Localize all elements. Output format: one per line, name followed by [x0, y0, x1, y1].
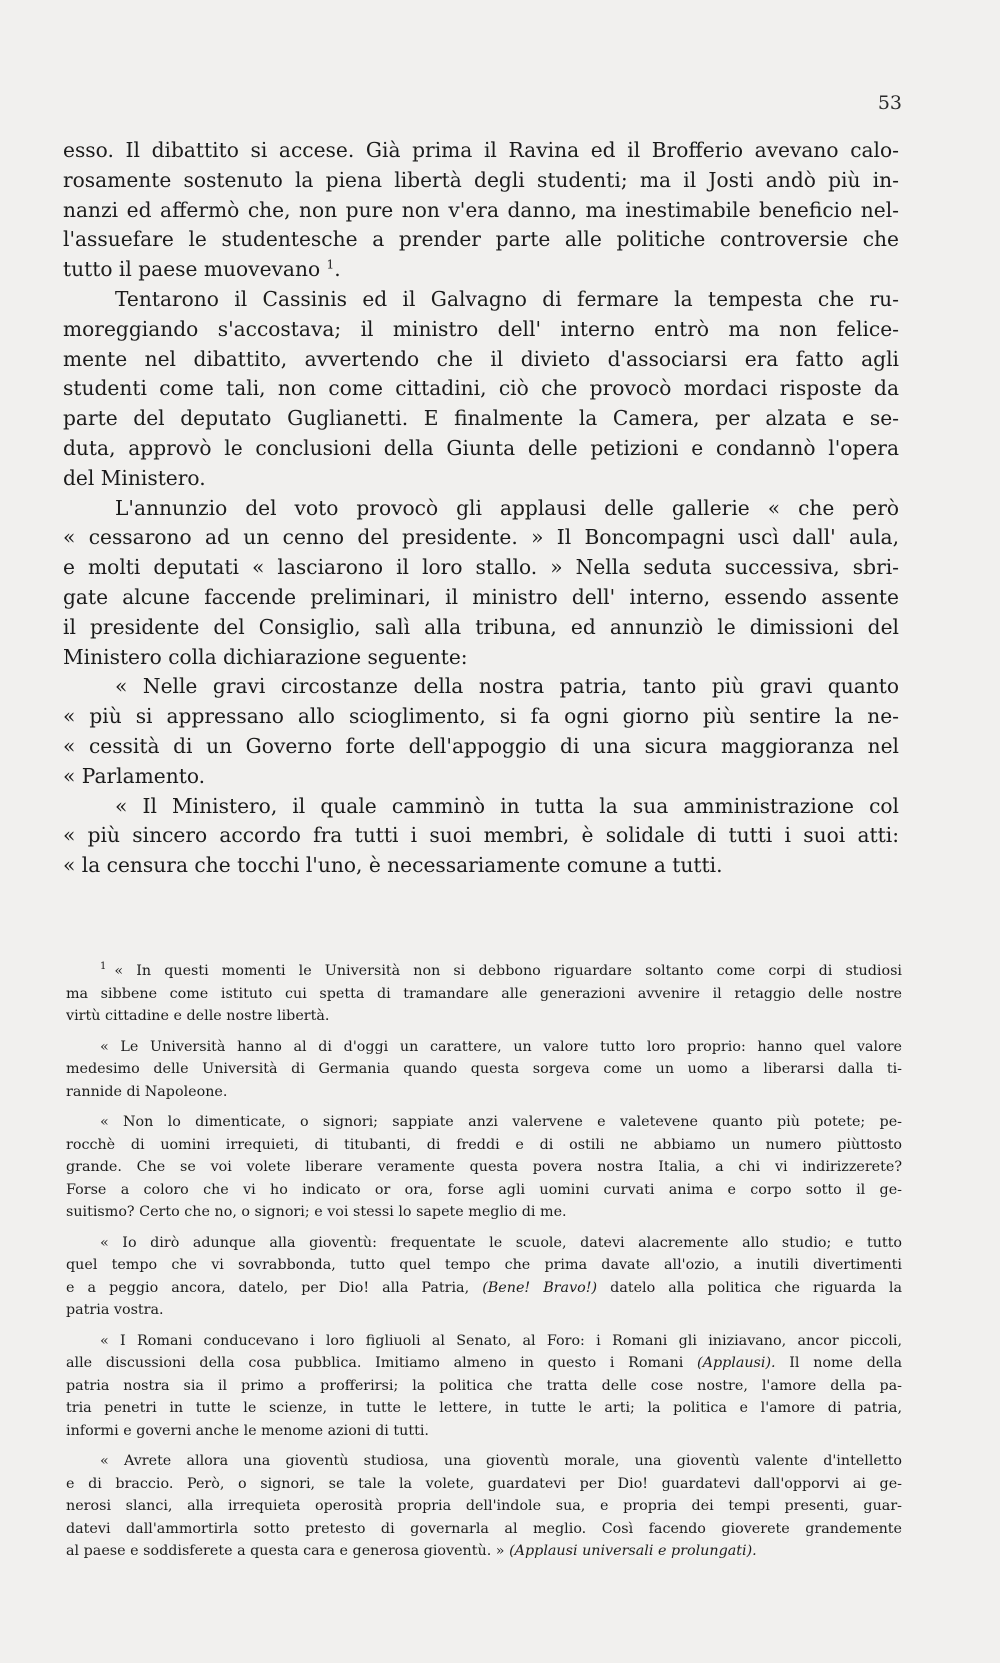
- text-line: moreggiando s'accostava; il ministro dell' interno entrò ma non felice-: [63, 316, 899, 341]
- text-line: « Nelle gravi circostanze della nostra patria, tanto più gravi quanto: [115, 674, 899, 699]
- footnote-line: « I Romani conducevano i loro figliuoli al Senato, al Foro: i Romani gli iniziavano, ancor piccoli,: [100, 1332, 902, 1349]
- footnote-line: e di braccio. Però, o signori, se tale la volete, guardatevi per Dio! guardatevi dall'opporvi ai ge-: [66, 1475, 902, 1492]
- footnote-text: e a peggio ancora, datelo, per Dio! alla Patria,: [66, 1279, 470, 1296]
- footnote-line: ma sibbene come istituto cui spetta di tramandare alle generazioni avvenire il retaggio delle nostre: [66, 985, 902, 1002]
- text-line: studenti come tali, non come cittadini, ciò che provocò mordaci risposte da: [63, 376, 899, 401]
- italic-applause: (Bene! Bravo!): [482, 1279, 598, 1296]
- text-line: Ministero colla dichiarazione seguente:: [63, 644, 468, 669]
- italic-applause: (Applausi).: [697, 1355, 776, 1371]
- text-line: del Ministero.: [63, 465, 206, 490]
- text-line: nanzi ed affermò che, non pure non v'era danno, ma inestimabile beneficio nel-: [63, 197, 899, 222]
- footnote-line: virtù cittadine e delle nostre libertà.: [66, 1008, 330, 1024]
- footnote-line: medesimo delle Università di Germania quando questa sorgeva come un uomo a liberarsi dalla ti-: [66, 1061, 902, 1077]
- text-line: « cessarono ad un cenno del presidente. » Il Boncompagni uscì dall' aula,: [63, 525, 899, 550]
- footnote-line: « Io dirò adunque alla gioventù: frequentate le scuole, datevi alacremente allo studio; e tutto: [100, 1234, 902, 1251]
- footnote-line: Forse a coloro che vi ho indicato or ora, forse agli uomini curvati anima e corpo sotto il ge-: [66, 1181, 902, 1198]
- footnote-line: rocchè di uomini irrequieti, di titubanti, di freddi e di ostili ne abbiamo un numero piùttosto: [66, 1136, 902, 1153]
- text-line: « la censura che tocchi l'uno, è necessariamente comune a tutti.: [63, 853, 723, 878]
- footnote-line: nerosi slanci, alla irrequieta operosità propria dell'indole sua, e propria dei tempi presenti, guar-: [66, 1498, 902, 1514]
- footnote-line: informi e governi anche le menome azioni di tutti.: [66, 1422, 429, 1439]
- italic-applause: (Applausi universali e prolungati).: [509, 1543, 757, 1559]
- footnote-text: Il nome della: [789, 1355, 902, 1371]
- footnote-line: suitismo? Certo che no, o signori; e voi stessi lo sapete meglio di me.: [66, 1204, 567, 1220]
- footnote-reference: 1: [326, 257, 335, 272]
- footnote-text: « In questi momenti le Università non si debbono riguardare soltanto come corpi di studiosi: [114, 963, 902, 979]
- footnote-line: [66, 1352, 902, 1375]
- text-line: mente nel dibattito, avvertendo che il divieto d'associarsi era fatto agli: [63, 346, 899, 371]
- text-line: « cessità di un Governo forte dell'appoggio di una sicura maggioranza nel: [63, 733, 899, 758]
- text-line: Tentarono il Cassinis ed il Galvagno di fermare la tempesta che ru-: [115, 286, 899, 311]
- footnote-text: al paese e soddisferete a questa cara e generosa gioventù. »: [66, 1543, 505, 1559]
- footnote-line: quel tempo che vi sovrabbonda, tutto quel tempo che prima davate all'ozio, a inutili divertimenti: [66, 1257, 902, 1273]
- footnote-line: grande. Che se voi volete liberare veramente questa povera nostra Italia, a chi vi indirizzerete?: [66, 1159, 902, 1175]
- footnote-marker: 1: [100, 961, 107, 973]
- text-line: « più si appressano allo scioglimento, si fa ogni giorno più sentire la ne-: [63, 704, 899, 729]
- text-line: esso. Il dibattito si accese. Già prima il Ravina ed il Brofferio avevano calo-: [63, 138, 899, 162]
- text-line-content: tutto il paese muovevano: [63, 257, 321, 282]
- footnote-line: datevi dall'ammortirla sotto pretesto di governarla al meglio. Così facendo gioverete grandemente: [66, 1520, 902, 1537]
- text-line: gate alcune faccende preliminari, il ministro dell' interno, essendo assente: [63, 584, 899, 609]
- footnote-line: patria vostra.: [66, 1302, 164, 1318]
- text-line: e molti deputati « lasciarono il loro stallo. » Nella seduta successiva, sbri-: [63, 555, 899, 580]
- text-line: l'assuefare le studentesche a prender parte alle politiche controversie che: [63, 227, 899, 252]
- text-line: « più sincero accordo fra tutti i suoi membri, è solidale di tutti i suoi atti:: [63, 823, 899, 848]
- text-line: L'annunzio del voto provocò gli applausi delle gallerie « che però: [115, 495, 899, 520]
- text-line: parte del deputato Guglianetti. E finalmente la Camera, per alzata e se-: [63, 406, 899, 431]
- footnote-text: datelo alla politica che riguarda la: [610, 1279, 902, 1296]
- footnote-line: « Non lo dimenticate, o signori; sappiate anzi valervene e valetevene quanto più potete; pe-: [100, 1114, 902, 1130]
- footnote-line: [66, 1540, 902, 1563]
- text-line: rosamente sostenuto la piena libertà degli studenti; ma il Josti andò più in-: [63, 167, 899, 192]
- footnote-line: « Le Università hanno al di d'oggi un carattere, un valore tutto loro proprio: hanno quel valore: [100, 1038, 902, 1055]
- page-number: 53: [877, 92, 902, 114]
- footnote-line: rannide di Napoleone.: [66, 1083, 228, 1100]
- footnote-line: [66, 1277, 902, 1300]
- main-text: [63, 136, 899, 881]
- text-line: il presidente del Consiglio, salì alla tribuna, ed annunziò le dimissioni del: [63, 614, 899, 639]
- text-line: « Parlamento.: [63, 763, 206, 788]
- footnote-line: tria penetri in tutte le scienze, in tutte le lettere, in tutte le arti; la politica e l'amore di patria,: [66, 1400, 902, 1416]
- footnote-line: patria nostra sia il primo a profferirsi; la politica che tratta delle cose nostre, l'amore della pa-: [66, 1377, 902, 1394]
- text-line: tutto il paese muovevano $^1$.: [63, 257, 341, 282]
- footnote-line: [66, 960, 902, 983]
- footnote-text: alle discussioni della cosa pubblica. Imitiamo almeno in questo i Romani: [66, 1355, 684, 1371]
- footnotes: [66, 960, 902, 1563]
- footnote-line: « Avrete allora una gioventù studiosa, una gioventù morale, una gioventù valente d'intelletto: [100, 1453, 902, 1469]
- text-line: duta, approvò le conclusioni della Giunta delle petizioni e condannò l'opera: [63, 435, 899, 460]
- text-line: « Il Ministero, il quale camminò in tutta la sua amministrazione col: [115, 793, 899, 818]
